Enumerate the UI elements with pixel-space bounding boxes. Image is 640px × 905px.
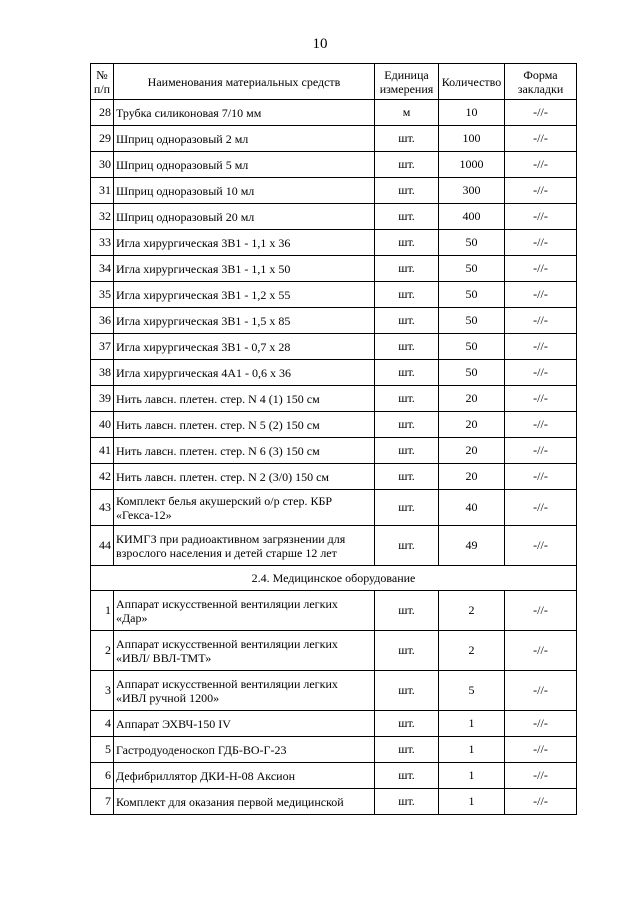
item-name: Комплект белья акушерский о/р стер. КБР «Гекса-12» [114,490,375,526]
item-form: -//- [505,591,577,631]
table-row [91,671,577,711]
row-number: 33 [91,230,114,256]
row-number: 43 [91,490,114,526]
row-number: 28 [91,100,114,126]
item-name: Комплект для оказания первой медицинской [114,789,375,815]
item-form: -//- [505,126,577,152]
item-unit: шт. [375,438,439,464]
table-row [91,631,577,671]
row-number: 31 [91,178,114,204]
item-form: -//- [505,671,577,711]
item-name: Аппарат искусственной вентиляции легких «ИВЛ/ ВВЛ-ТМТ» [114,631,375,671]
item-name: Игла хирургическая 3В1 - 0,7 х 28 [114,334,375,360]
header-name: Наименования материальных средств [114,64,375,100]
materials-table [90,63,577,815]
item-unit: шт. [375,230,439,256]
item-form: -//- [505,737,577,763]
item-quantity: 20 [439,438,505,464]
item-name: КИМГЗ при радиоактивном загрязнении для взрослого населения и детей старше 12 лет [114,526,375,566]
row-number: 6 [91,763,114,789]
row-number: 3 [91,671,114,711]
item-quantity: 5 [439,671,505,711]
table-row [91,230,577,256]
item-name: Игла хирургическая 4А1 - 0,6 х 36 [114,360,375,386]
item-name: Игла хирургическая 3В1 - 1,5 х 85 [114,308,375,334]
table-row [91,204,577,230]
item-name: Игла хирургическая 3В1 - 1,1 х 50 [114,256,375,282]
table-section [91,566,577,591]
item-quantity: 50 [439,230,505,256]
item-unit: шт. [375,737,439,763]
table-row [91,308,577,334]
row-number: 36 [91,308,114,334]
item-form: -//- [505,789,577,815]
item-unit: шт. [375,671,439,711]
item-unit: шт. [375,256,439,282]
item-name: Дефибриллятор ДКИ-Н-08 Аксион [114,763,375,789]
table-row [91,438,577,464]
row-number: 32 [91,204,114,230]
table-row [91,490,577,526]
table-body-consumables [91,100,577,566]
header-num: № п/п [91,64,114,100]
item-quantity: 20 [439,386,505,412]
item-unit: шт. [375,464,439,490]
item-form: -//- [505,100,577,126]
item-quantity: 10 [439,100,505,126]
item-unit: шт. [375,591,439,631]
item-quantity: 2 [439,631,505,671]
table-row [91,178,577,204]
item-name: Нить лавсн. плетен. стер. N 2 (3/0) 150 см [114,464,375,490]
item-form: -//- [505,204,577,230]
item-quantity: 50 [439,334,505,360]
table-row [91,256,577,282]
item-quantity: 50 [439,256,505,282]
item-quantity: 50 [439,282,505,308]
item-name: Трубка силиконовая 7/10 мм [114,100,375,126]
table-row [91,360,577,386]
item-form: -//- [505,178,577,204]
item-form: -//- [505,438,577,464]
item-unit: шт. [375,334,439,360]
item-name: Аппарат искусственной вентиляции легких «Дар» [114,591,375,631]
row-number: 41 [91,438,114,464]
item-form: -//- [505,412,577,438]
item-form: -//- [505,334,577,360]
item-form: -//- [505,526,577,566]
item-form: -//- [505,282,577,308]
item-name: Нить лавсн. плетен. стер. N 6 (3) 150 см [114,438,375,464]
row-number: 40 [91,412,114,438]
item-form: -//- [505,386,577,412]
item-form: -//- [505,763,577,789]
row-number: 29 [91,126,114,152]
item-unit: шт. [375,204,439,230]
item-unit: шт. [375,152,439,178]
item-name: Нить лавсн. плетен. стер. N 4 (1) 150 см [114,386,375,412]
item-quantity: 2 [439,591,505,631]
item-form: -//- [505,711,577,737]
item-form: -//- [505,152,577,178]
section-title: 2.4. Медицинское оборудование [91,566,577,591]
table-body-equipment [91,591,577,815]
item-name: Шприц одноразовый 5 мл [114,152,375,178]
item-unit: шт. [375,126,439,152]
row-number: 34 [91,256,114,282]
row-number: 42 [91,464,114,490]
item-form: -//- [505,464,577,490]
item-quantity: 49 [439,526,505,566]
table-row [91,591,577,631]
item-unit: шт. [375,178,439,204]
table-row [91,737,577,763]
item-name: Игла хирургическая 3В1 - 1,1 х 36 [114,230,375,256]
table-row [91,464,577,490]
item-form: -//- [505,308,577,334]
item-unit: шт. [375,308,439,334]
table-row [91,789,577,815]
item-name: Аппарат ЭХВЧ-150 IV [114,711,375,737]
item-name: Игла хирургическая 3В1 - 1,2 х 55 [114,282,375,308]
item-quantity: 100 [439,126,505,152]
item-name: Шприц одноразовый 10 мл [114,178,375,204]
item-quantity: 20 [439,412,505,438]
row-number: 35 [91,282,114,308]
item-name: Шприц одноразовый 2 мл [114,126,375,152]
item-unit: шт. [375,789,439,815]
row-number: 1 [91,591,114,631]
item-unit: шт. [375,526,439,566]
table-row [91,526,577,566]
table-row [91,100,577,126]
header-form: Форма закладки [505,64,577,100]
item-unit: шт. [375,631,439,671]
item-form: -//- [505,230,577,256]
item-unit: шт. [375,711,439,737]
table-row [91,412,577,438]
table-row [91,334,577,360]
table-row [91,763,577,789]
table-row [91,386,577,412]
item-quantity: 50 [439,360,505,386]
item-unit: шт. [375,490,439,526]
item-unit: м [375,100,439,126]
item-quantity: 1000 [439,152,505,178]
row-number: 37 [91,334,114,360]
item-quantity: 20 [439,464,505,490]
header-unit: Единица измерения [375,64,439,100]
item-unit: шт. [375,282,439,308]
item-quantity: 40 [439,490,505,526]
header-qty: Количество [439,64,505,100]
item-name: Шприц одноразовый 20 мл [114,204,375,230]
row-number: 44 [91,526,114,566]
item-quantity: 300 [439,178,505,204]
row-number: 5 [91,737,114,763]
item-form: -//- [505,360,577,386]
row-number: 30 [91,152,114,178]
item-form: -//- [505,256,577,282]
item-name: Аппарат искусственной вентиляции легких «ИВЛ ручной 1200» [114,671,375,711]
item-unit: шт. [375,386,439,412]
table-row [91,126,577,152]
item-unit: шт. [375,412,439,438]
item-quantity: 1 [439,763,505,789]
item-quantity: 400 [439,204,505,230]
item-name: Гастродуоденоскоп ГДБ-ВО-Г-23 [114,737,375,763]
item-name: Нить лавсн. плетен. стер. N 5 (2) 150 см [114,412,375,438]
item-quantity: 1 [439,737,505,763]
item-quantity: 1 [439,711,505,737]
row-number: 38 [91,360,114,386]
item-quantity: 50 [439,308,505,334]
item-unit: шт. [375,763,439,789]
table-header [91,64,577,100]
table-row [91,152,577,178]
item-unit: шт. [375,360,439,386]
item-form: -//- [505,631,577,671]
row-number: 39 [91,386,114,412]
row-number: 4 [91,711,114,737]
item-quantity: 1 [439,789,505,815]
item-form: -//- [505,490,577,526]
row-number: 7 [91,789,114,815]
table-row [91,711,577,737]
row-number: 2 [91,631,114,671]
table-row [91,282,577,308]
page-number: 10 [312,36,328,52]
